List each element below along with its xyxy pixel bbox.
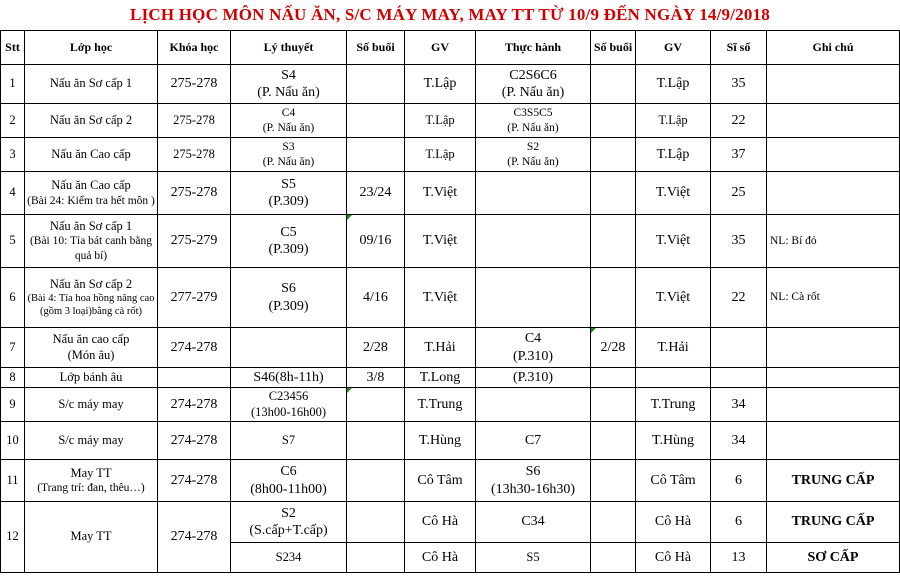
cell-so-buoi-th <box>591 65 636 104</box>
cell-stt: 3 <box>1 138 25 172</box>
cell-gv-th: T.Việt <box>636 172 711 215</box>
cell-thuc-hanh <box>476 268 591 328</box>
cell-so-buoi-th <box>591 388 636 422</box>
cell-gv-th: T.Lập <box>636 104 711 138</box>
table-row <box>1 65 900 104</box>
cell-khoa-hoc: 274-278 <box>158 502 231 573</box>
cell-thuc-hanh: S2 (P. Nấu ăn) <box>476 138 591 172</box>
cell-gv-th: Cô Hà <box>636 502 711 543</box>
cell-lop-hoc: May TT (Trang trí: đan, thêu…) <box>25 460 158 502</box>
cell-ghi-chu: TRUNG CẤP <box>767 502 900 543</box>
cell-ghi-chu: NL: Cà rốt <box>767 268 900 328</box>
table-row <box>1 138 900 172</box>
table-row <box>1 328 900 368</box>
header-gv-th: GV <box>636 31 711 65</box>
cell-stt: 1 <box>1 65 25 104</box>
cell-si-so <box>711 368 767 388</box>
table-row <box>1 422 900 460</box>
cell-gv-th: T.Hùng <box>636 422 711 460</box>
cell-ghi-chu <box>767 368 900 388</box>
cell-thuc-hanh: S6 (13h30-16h30) <box>476 460 591 502</box>
cell-stt: 6 <box>1 268 25 328</box>
cell-ly-thuyet: S4 (P. Nấu ăn) <box>231 65 347 104</box>
cell-ly-thuyet: C6 (8h00-11h00) <box>231 460 347 502</box>
cell-ghi-chu <box>767 328 900 368</box>
table-row <box>1 388 900 422</box>
cell-ly-thuyet: S234 <box>231 543 347 573</box>
cell-khoa-hoc: 274-278 <box>158 328 231 368</box>
cell-gv-lt: T.Lập <box>405 104 476 138</box>
cell-so-buoi-lt <box>347 388 405 422</box>
cell-so-buoi-lt: 2/28 <box>347 328 405 368</box>
cell-ghi-chu: NL: Bí đỏ <box>767 215 900 268</box>
cell-khoa-hoc: 275-278 <box>158 172 231 215</box>
cell-thuc-hanh: C4 (P.310) <box>476 328 591 368</box>
cell-ly-thuyet: S2 (S.cấp+T.cấp) <box>231 502 347 543</box>
cell-ghi-chu: SƠ CẤP <box>767 543 900 573</box>
cell-thuc-hanh: C3S5C5 (P. Nấu ăn) <box>476 104 591 138</box>
cell-ly-thuyet: S3 (P. Nấu ăn) <box>231 138 347 172</box>
cell-so-buoi-lt <box>347 65 405 104</box>
cell-stt: 8 <box>1 368 25 388</box>
cell-lop-hoc: Nấu ăn Cao cấp (Bài 24: Kiểm tra hết môn ) <box>25 172 158 215</box>
cell-si-so: 6 <box>711 460 767 502</box>
header-so-buoi-lt: Số buổi <box>347 31 405 65</box>
cell-so-buoi-th <box>591 138 636 172</box>
cell-so-buoi-th <box>591 268 636 328</box>
cell-ly-thuyet: S5 (P.309) <box>231 172 347 215</box>
header-gv-lt: GV <box>405 31 476 65</box>
cell-ly-thuyet: S6 (P.309) <box>231 268 347 328</box>
header-lop-hoc: Lớp học <box>25 31 158 65</box>
cell-khoa-hoc: 277-279 <box>158 268 231 328</box>
cell-lop-hoc: S/c máy may <box>25 422 158 460</box>
cell-gv-th: T.Việt <box>636 215 711 268</box>
header-ghi-chu: Ghi chú <box>767 31 900 65</box>
cell-lop-hoc: Nấu ăn Cao cấp <box>25 138 158 172</box>
table-row <box>1 460 900 502</box>
cell-stt: 12 <box>1 502 25 573</box>
cell-si-so: 13 <box>711 543 767 573</box>
cell-khoa-hoc <box>158 368 231 388</box>
cell-gv-lt: Cô Hà <box>405 543 476 573</box>
cell-khoa-hoc: 275-278 <box>158 65 231 104</box>
cell-si-so: 34 <box>711 388 767 422</box>
cell-si-so: 35 <box>711 215 767 268</box>
cell-si-so: 37 <box>711 138 767 172</box>
cell-so-buoi-lt <box>347 460 405 502</box>
cell-so-buoi-th <box>591 215 636 268</box>
cell-gv-th: T.Việt <box>636 268 711 328</box>
table-row <box>1 215 900 268</box>
table-row <box>1 104 900 138</box>
cell-gv-lt: T.Long <box>405 368 476 388</box>
cell-gv-lt: T.Lập <box>405 65 476 104</box>
cell-stt: 7 <box>1 328 25 368</box>
cell-stt: 10 <box>1 422 25 460</box>
header-thuc-hanh: Thực hành <box>476 31 591 65</box>
cell-so-buoi-lt: 3/8 <box>347 368 405 388</box>
cell-ghi-chu <box>767 104 900 138</box>
cell-lop-hoc: Nấu ăn cao cấp (Món âu) <box>25 328 158 368</box>
cell-gv-lt: T.Việt <box>405 215 476 268</box>
cell-so-buoi-lt <box>347 104 405 138</box>
cell-si-so <box>711 328 767 368</box>
cell-thuc-hanh: C7 <box>476 422 591 460</box>
header-so-buoi-th: Số buổi <box>591 31 636 65</box>
cell-si-so: 6 <box>711 502 767 543</box>
cell-thuc-hanh <box>476 172 591 215</box>
cell-khoa-hoc: 274-278 <box>158 460 231 502</box>
cell-so-buoi-th <box>591 368 636 388</box>
cell-khoa-hoc: 275-278 <box>158 104 231 138</box>
cell-si-so: 35 <box>711 65 767 104</box>
cell-ghi-chu <box>767 65 900 104</box>
cell-gv-th: T.Lập <box>636 138 711 172</box>
cell-lop-hoc: May TT <box>25 502 158 573</box>
cell-thuc-hanh: C2S6C6 (P. Nấu ăn) <box>476 65 591 104</box>
cell-gv-lt: T.Lập <box>405 138 476 172</box>
cell-lop-hoc: Nấu ăn Sơ cấp 1 (Bài 10: Tỉa bát canh bằng quả bí) <box>25 215 158 268</box>
cell-gv-lt: T.Việt <box>405 268 476 328</box>
cell-so-buoi-lt: 09/16 <box>347 215 405 268</box>
cell-thuc-hanh: S5 <box>476 543 591 573</box>
cell-so-buoi-th <box>591 460 636 502</box>
table-row <box>1 502 900 543</box>
cell-gv-th: T.Hải <box>636 328 711 368</box>
cell-si-so: 34 <box>711 422 767 460</box>
cell-khoa-hoc: 274-278 <box>158 422 231 460</box>
cell-gv-lt: T.Việt <box>405 172 476 215</box>
cell-so-buoi-th <box>591 422 636 460</box>
table-row <box>1 268 900 328</box>
cell-gv-th: Cô Hà <box>636 543 711 573</box>
cell-lop-hoc: Nấu ăn Sơ cấp 2 <box>25 104 158 138</box>
table-row <box>1 368 900 388</box>
cell-thuc-hanh: C34 <box>476 502 591 543</box>
table-header-row <box>1 31 900 65</box>
cell-so-buoi-th <box>591 172 636 215</box>
cell-so-buoi-lt: 23/24 <box>347 172 405 215</box>
cell-thuc-hanh <box>476 215 591 268</box>
cell-stt: 11 <box>1 460 25 502</box>
header-stt: Stt <box>1 31 25 65</box>
cell-ghi-chu <box>767 172 900 215</box>
header-ly-thuyet: Lý thuyết <box>231 31 347 65</box>
cell-stt: 9 <box>1 388 25 422</box>
cell-so-buoi-lt <box>347 502 405 543</box>
cell-so-buoi-th: 2/28 <box>591 328 636 368</box>
cell-gv-th <box>636 368 711 388</box>
cell-si-so: 22 <box>711 268 767 328</box>
cell-stt: 2 <box>1 104 25 138</box>
cell-ly-thuyet: S7 <box>231 422 347 460</box>
cell-gv-lt: T.Hùng <box>405 422 476 460</box>
cell-ghi-chu <box>767 388 900 422</box>
cell-gv-th: T.Lập <box>636 65 711 104</box>
cell-thuc-hanh: (P.310) <box>476 368 591 388</box>
cell-stt: 5 <box>1 215 25 268</box>
cell-stt: 4 <box>1 172 25 215</box>
cell-lop-hoc: Nấu ăn Sơ cấp 1 <box>25 65 158 104</box>
cell-ly-thuyet: C5 (P.309) <box>231 215 347 268</box>
cell-so-buoi-lt: 4/16 <box>347 268 405 328</box>
cell-ly-thuyet <box>231 328 347 368</box>
cell-gv-lt: Cô Tâm <box>405 460 476 502</box>
cell-thuc-hanh <box>476 388 591 422</box>
cell-khoa-hoc: 274-278 <box>158 388 231 422</box>
cell-lop-hoc: Lớp bánh âu <box>25 368 158 388</box>
cell-ly-thuyet: C4 (P. Nấu ăn) <box>231 104 347 138</box>
cell-gv-lt: T.Hải <box>405 328 476 368</box>
cell-lop-hoc: S/c máy may <box>25 388 158 422</box>
cell-so-buoi-lt <box>347 543 405 573</box>
cell-gv-lt: T.Trung <box>405 388 476 422</box>
cell-ghi-chu <box>767 138 900 172</box>
schedule-table <box>0 30 900 573</box>
cell-so-buoi-th <box>591 543 636 573</box>
cell-gv-th: T.Trung <box>636 388 711 422</box>
cell-gv-lt: Cô Hà <box>405 502 476 543</box>
page-title: LỊCH HỌC MÔN NẤU ĂN, S/C MÁY MAY, MAY TT TỪ 10/9 ĐẾN NGÀY 14/9/2018 <box>130 5 770 24</box>
cell-ghi-chu <box>767 422 900 460</box>
header-si-so: Sĩ số <box>711 31 767 65</box>
cell-si-so: 25 <box>711 172 767 215</box>
table-row <box>1 172 900 215</box>
cell-so-buoi-lt <box>347 422 405 460</box>
cell-ly-thuyet: S46(8h-11h) <box>231 368 347 388</box>
cell-ly-thuyet: C23456 (13h00-16h00) <box>231 388 347 422</box>
cell-gv-th: Cô Tâm <box>636 460 711 502</box>
cell-si-so: 22 <box>711 104 767 138</box>
cell-khoa-hoc: 275-279 <box>158 215 231 268</box>
cell-ghi-chu: TRUNG CẤP <box>767 460 900 502</box>
cell-lop-hoc: Nấu ăn Sơ cấp 2 (Bài 4: Tỉa hoa hồng nâng cao (gồm 3 loại)bằng cà rốt) <box>25 268 158 328</box>
cell-so-buoi-th <box>591 502 636 543</box>
cell-khoa-hoc: 275-278 <box>158 138 231 172</box>
cell-so-buoi-lt <box>347 138 405 172</box>
cell-so-buoi-th <box>591 104 636 138</box>
header-khoa-hoc: Khóa học <box>158 31 231 65</box>
